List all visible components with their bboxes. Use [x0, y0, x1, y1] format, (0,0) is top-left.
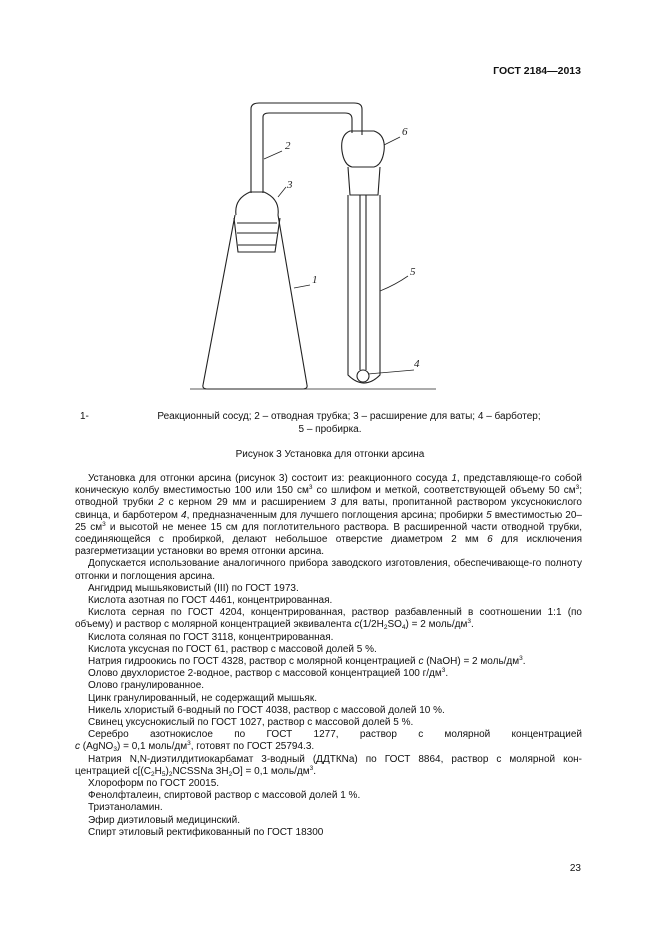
paragraph-analog: Допускается использование аналогичного прибора заводского изготовления, обеспечивающе-го полноту отгонки и поглощения арсина. — [75, 558, 582, 582]
reagent-8: Олово гранулированное. — [88, 680, 205, 692]
outlet-tube — [251, 103, 362, 193]
figure-label-5: 5 — [410, 266, 416, 278]
legend-line-1: Реакционный сосуд; 2 – отводная трубка; 3 – расширение для ваты; 4 – барботер; — [157, 411, 541, 422]
figure-label-3: 3 — [287, 179, 293, 191]
bubbler — [357, 370, 369, 382]
reagent-3: Кислота серная по ГОСТ 4204, концентрированная, раствор разбавленный в соотношении 1:1 (по объему) и раствор с молярной концентрацией эквивалента $c(1/2H_2SO_4) = 2$ моль/$дм^3$. — [75, 607, 582, 632]
reagent-1: Ангидрид мышьяковистый (III) по ГОСТ 1973. — [88, 582, 299, 594]
reagent-4: Кислота соляная по ГОСТ 3118, концентрированная. — [88, 631, 334, 643]
reagent-13: Натрия N,N-диэтилдитиокарбамат 3-водный (ДДТКNa) по ГОСТ 8864, раствор с молярной кон-центрацией $c[(C_2H_5)_2NCSSNa$ $3H_2O] = 0,1$ моль/$дм^3$. — [75, 753, 582, 778]
figure-label-2: 2 — [285, 140, 291, 152]
reagent-5: Кислота уксусная по ГОСТ 61, раствор с массовой долей 5 %. — [88, 643, 377, 655]
figure-label-4: 4 — [414, 358, 420, 370]
arsine-apparatus-figure — [190, 95, 440, 395]
reagent-16: Триэтаноламин. — [88, 802, 163, 814]
reagent-12-line-2: c (AgNO$_3$) = 0,1 моль/$дм^3$, готовят по ГОСТ 25794.3. — [75, 740, 315, 754]
tube-stopper — [348, 167, 380, 195]
page-number: 23 — [569, 863, 581, 874]
reagent-12-line-1: Серебро азотнокислое по ГОСТ 1277, раствор с молярной концентрацией — [88, 729, 582, 741]
figure-title: Рисунок 3 Установка для отгонки арсина — [235, 449, 425, 460]
legend-number: 1- — [80, 411, 89, 422]
reagent-7: Олово двухлористое 2-водное, раствор с массовой концентрацией 100 $г/дм^3$. — [88, 667, 449, 680]
reagent-15: Фенолфталеин, спиртовой раствор с массовой долей 1 %. — [88, 790, 361, 802]
reagent-6: Натрия гидроокись по ГОСТ 4328, раствор с молярной концентрацией c (NaOH) = 2 моль/$дм^3$. — [88, 655, 526, 668]
flask-bulb — [236, 192, 278, 215]
reagent-18: Спирт этиловый ректификованный по ГОСТ 18300 — [88, 826, 324, 838]
reagent-2: Кислота азотная по ГОСТ 4461, концентрированная. — [88, 595, 333, 607]
reagent-11: Свинец уксуснокислый по ГОСТ 1027, раствор с массовой долей 5 %. — [88, 717, 414, 729]
reagent-9: Цинк гранулированный, не содержащий мышьяк. — [88, 692, 317, 704]
conical-flask — [203, 215, 307, 389]
reagent-14: Хлороформ по ГОСТ 20015. — [88, 778, 220, 790]
cotton-widening — [342, 131, 385, 167]
figure-label-1: 1 — [312, 274, 318, 286]
figure-label-6: 6 — [402, 126, 408, 138]
standard-header: ГОСТ 2184—2013 — [493, 65, 581, 77]
reagent-17: Эфир диэтиловый медицинский. — [88, 814, 240, 826]
outlet-tube-inner — [263, 113, 352, 193]
legend-line-2: 5 – пробирка. — [298, 424, 362, 435]
test-tube — [348, 195, 380, 383]
body-text — [75, 473, 582, 839]
reagent-10: Никель хлористый 6-водный по ГОСТ 4038, раствор с массовой долей 10 %. — [88, 704, 445, 716]
paragraph-apparatus: Установка для отгонки арсина (рисунок 3) состоит из: реакционного сосуда 1, представляюще-го собой коническую колбу вместимостью 100 или 150 $см^3$ со шлифом и меткой, соответствующей объему 50 $см^3$; отводной трубки 2 с керном 29 мм и расширением 3 для ваты, пропитанной раствором уксуснокислого свинца, и барботером 4, предназначенным для лучшего поглощения арсина; пробирки 5 вместимостью 20–25 $см^3$ и высотой не менее 15 см для поглотительного раствора. В расширенной части отводной трубки, соединяющейся с пробиркой, делают небольшое отверстие диаметром 2 мм 6 для исключения разгерметизации установки во время отгонки арсина. — [75, 473, 583, 558]
